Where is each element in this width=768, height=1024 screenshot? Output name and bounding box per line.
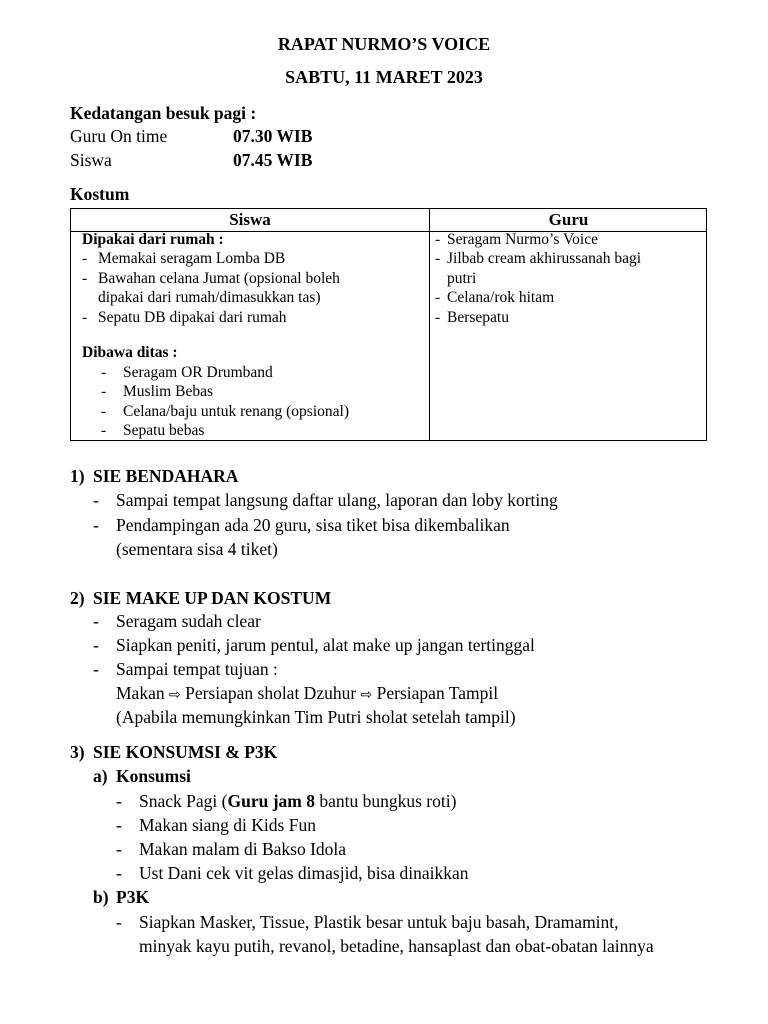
dash-icon: -	[82, 309, 88, 326]
arrival-label-guru: Guru On time	[70, 126, 168, 146]
p3k-item: Siapkan Masker, Tissue, Plastik besar untuk baju basah, Dramamint,	[139, 912, 619, 932]
page-date: SABTU, 11 MARET 2023	[285, 67, 483, 87]
siswa-home-item: Memakai seragam Lomba DB	[98, 250, 286, 267]
section-2-note: (Apabila memungkinkan Tim Putri sholat setelah tampil)	[116, 707, 516, 727]
dash-icon: -	[116, 912, 122, 932]
dash-icon: -	[82, 270, 88, 287]
flow-step-tampil: Persiapan Tampil	[376, 683, 499, 703]
dash-icon: -	[116, 791, 122, 811]
guru-item: Jilbab cream akhirussanah bagi	[447, 250, 642, 267]
section-3-title: SIE KONSUMSI & P3K	[93, 742, 278, 762]
dash-icon: -	[435, 289, 441, 306]
subsection-a-label: a)	[93, 766, 108, 786]
dash-icon: -	[101, 403, 107, 420]
section-2-flow	[116, 683, 498, 704]
p3k-item-cont: minyak kayu putih, revanol, betadine, hansaplast dan obat-obatan lainnya	[139, 936, 654, 956]
siswa-bring-item: Sepatu bebas	[123, 422, 205, 439]
subsection-a-title: Konsumsi	[116, 766, 191, 786]
arrival-label-siswa: Siswa	[70, 150, 112, 170]
arrow-right-icon: ⇨	[168, 687, 181, 703]
dash-icon: -	[101, 364, 107, 381]
subsection-b-label: b)	[93, 887, 109, 907]
arrival-time-siswa: 07.45 WIB	[233, 150, 313, 170]
snack-text-pre: Snack Pagi (	[139, 791, 228, 811]
siswa-home-item: Bawahan celana Jumat (opsional boleh	[98, 270, 340, 287]
section-1-item: Sampai tempat langsung daftar ulang, laporan dan loby korting	[116, 490, 558, 510]
section-1-item-cont: (sementara sisa 4 tiket)	[116, 539, 278, 559]
dash-icon: -	[93, 659, 99, 679]
section-1-item: Pendampingan ada 20 guru, sisa tiket bisa dikembalikan	[116, 515, 510, 535]
siswa-home-item-cont: dipakai dari rumah/dimasukkan tas)	[98, 289, 321, 306]
dash-icon: -	[116, 863, 122, 883]
section-1-number: 1)	[70, 466, 85, 486]
arrival-time-guru: 07.30 WIB	[233, 126, 313, 146]
guru-item: Bersepatu	[447, 309, 509, 326]
siswa-home-item: Sepatu DB dipakai dari rumah	[98, 309, 287, 326]
table-divider-vertical	[429, 209, 430, 440]
dash-icon: -	[435, 231, 441, 248]
dash-icon: -	[101, 383, 107, 400]
dash-icon: -	[435, 309, 441, 326]
section-2-title: SIE MAKE UP DAN KOSTUM	[93, 588, 332, 608]
dash-icon: -	[93, 490, 99, 510]
siswa-bring-item: Muslim Bebas	[123, 383, 213, 400]
siswa-home-heading: Dipakai dari rumah :	[82, 231, 224, 248]
arrow-right-icon: ⇨	[360, 687, 373, 703]
section-2-number: 2)	[70, 588, 85, 608]
col-header-guru: Guru	[548, 210, 589, 229]
dash-icon: -	[82, 250, 88, 267]
dash-icon: -	[93, 515, 99, 535]
flow-step-makan: Makan	[116, 683, 165, 703]
section-2-item: Seragam sudah clear	[116, 611, 261, 631]
subsection-b-title: P3K	[116, 887, 150, 907]
snack-text-bold: Guru jam 8	[227, 791, 315, 811]
arrival-heading: Kedatangan besuk pagi :	[70, 103, 257, 123]
section-2-item: Siapkan peniti, jarum pentul, alat make up jangan tertinggal	[116, 635, 535, 655]
konsumsi-item-snack	[139, 791, 456, 812]
costume-heading: Kostum	[70, 184, 130, 204]
konsumsi-item: Makan siang di Kids Fun	[139, 815, 316, 835]
dash-icon: -	[93, 635, 99, 655]
dash-icon: -	[116, 815, 122, 835]
dash-icon: -	[93, 611, 99, 631]
guru-item: Celana/rok hitam	[447, 289, 555, 306]
section-1-title: SIE BENDAHARA	[93, 466, 239, 486]
guru-item: Seragam Nurmo’s Voice	[447, 231, 598, 248]
dash-icon: -	[435, 250, 441, 267]
section-3-number: 3)	[70, 742, 85, 762]
snack-text-post: bantu bungkus roti)	[314, 791, 457, 811]
konsumsi-item: Ust Dani cek vit gelas dimasjid, bisa dinaikkan	[139, 863, 469, 883]
col-header-siswa: Siswa	[229, 210, 271, 229]
section-2-item: Sampai tempat tujuan :	[116, 659, 278, 679]
flow-step-sholat: Persiapan sholat Dzuhur	[185, 683, 357, 703]
siswa-bring-item: Seragam OR Drumband	[123, 364, 273, 381]
siswa-bring-item: Celana/baju untuk renang (opsional)	[123, 403, 349, 420]
konsumsi-item: Makan malam di Bakso Idola	[139, 839, 347, 859]
dash-icon: -	[101, 422, 107, 439]
siswa-bring-heading: Dibawa ditas :	[82, 344, 178, 361]
dash-icon: -	[116, 839, 122, 859]
page-title: RAPAT NURMO’S VOICE	[277, 34, 491, 54]
guru-item-cont: putri	[447, 270, 477, 287]
